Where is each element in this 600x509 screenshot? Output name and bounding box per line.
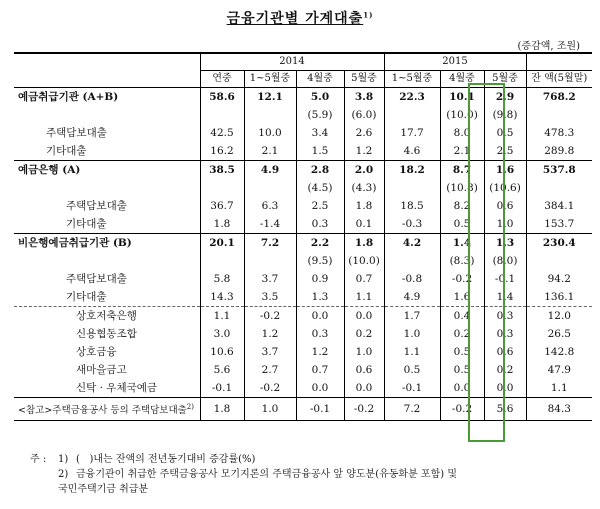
cell — [526, 106, 592, 124]
cell: 0.7 — [296, 361, 344, 379]
cell: 537.8 — [542, 164, 576, 176]
row-label: 기타대출 — [14, 215, 200, 234]
cell: 0.7 — [344, 270, 384, 288]
footnote-2-text-line1: 금융기관이 취급한 주택금융공사 모기지론의 주택금융공사 앞 양도분(유동화분 포함) 및 — [76, 469, 457, 480]
table-row — [14, 325, 592, 343]
cell: (8.0) — [484, 252, 526, 270]
footnote-2-key: 2) — [58, 469, 69, 480]
row-label — [14, 106, 200, 124]
footnote-1-key: 1) — [58, 454, 69, 465]
row-label: 주택담보대출 — [14, 197, 200, 215]
cell: 2.1 — [244, 142, 296, 161]
cell — [384, 252, 440, 270]
cell: 0.1 — [344, 215, 384, 234]
cell: 1.0 — [244, 398, 296, 421]
cell: 8.2 — [440, 197, 484, 215]
cell — [200, 252, 244, 270]
cell: 18.5 — [384, 197, 440, 215]
cell: 0.0 — [344, 379, 384, 398]
cell: 1.4 — [440, 234, 484, 253]
table-row — [14, 379, 592, 398]
cell: 17.7 — [384, 124, 440, 142]
cell: -0.2 — [440, 398, 484, 421]
table-row — [14, 398, 592, 421]
cell — [384, 179, 440, 197]
cell: 4.2 — [384, 234, 440, 253]
cell: 2.5 — [484, 142, 526, 161]
cell: 4.9 — [384, 288, 440, 307]
table-row — [14, 179, 592, 197]
cell: 22.3 — [384, 88, 440, 107]
row-label — [14, 252, 200, 270]
cell: (4.5) — [296, 179, 344, 197]
cell: 10.6 — [200, 343, 244, 361]
cell: 142.8 — [544, 346, 575, 358]
col-header: 1~5월중 — [244, 71, 296, 88]
cell: 2.1 — [440, 142, 484, 161]
footnotes — [30, 452, 590, 497]
cell: 0.9 — [296, 270, 344, 288]
cell: (9.5) — [296, 252, 344, 270]
cell: 136.1 — [544, 291, 575, 303]
cell: 2.9 — [484, 88, 526, 107]
header-col-row — [14, 71, 592, 88]
cell: 153.7 — [544, 218, 575, 230]
row-label: 기타대출 — [14, 142, 200, 161]
table-row — [14, 88, 592, 107]
table-row — [14, 252, 592, 270]
cell: -0.2 — [440, 270, 484, 288]
cell: (10.8) — [440, 179, 484, 197]
cell: 0.3 — [296, 215, 344, 234]
col-header: 4월중 — [296, 71, 344, 88]
row-label: 신탁 · 우체국예금 — [14, 379, 200, 398]
cell: 384.1 — [544, 200, 575, 212]
col-header: 연중 — [200, 71, 244, 88]
cell: 0.2 — [484, 361, 526, 379]
row-label: 신용협동조합 — [14, 325, 200, 343]
cell: 36.7 — [200, 197, 244, 215]
cell: -0.2 — [244, 379, 296, 398]
table-row — [14, 197, 592, 215]
cell: -0.1 — [484, 270, 526, 288]
cell: 7.2 — [384, 398, 440, 421]
cell: 2.2 — [296, 234, 344, 253]
col-header: 5월중 — [344, 71, 384, 88]
cell: -0.3 — [384, 215, 440, 234]
footnote-2 — [30, 467, 590, 482]
cell: 5.0 — [296, 88, 344, 107]
cell: 1.1 — [344, 288, 384, 307]
cell: -0.8 — [384, 270, 440, 288]
cell: 1.8 — [200, 215, 244, 234]
footnote-indent — [30, 467, 58, 482]
cell: 1.3 — [296, 288, 344, 307]
table-row — [14, 106, 592, 124]
row-label: 예금취급기관 (A+B) — [14, 88, 200, 107]
cell: 289.8 — [544, 145, 575, 157]
row-label — [14, 179, 200, 197]
header-year-row — [14, 53, 592, 71]
cell: -0.1 — [200, 379, 244, 398]
cell: -0.2 — [344, 398, 384, 421]
cell: 0.6 — [344, 361, 384, 379]
row-label: 기타대출 — [14, 288, 200, 307]
cell: 7.2 — [244, 234, 296, 253]
cell: 1.3 — [484, 234, 526, 253]
cell: 12.1 — [244, 88, 296, 107]
cell: 0.5 — [484, 124, 526, 142]
cell: 1.1 — [550, 382, 568, 394]
table-row — [14, 343, 592, 361]
cell: 1.1 — [384, 343, 440, 361]
cell: (10.0) — [344, 252, 384, 270]
cell: 84.3 — [547, 403, 571, 416]
cell: 3.0 — [200, 325, 244, 343]
cell — [244, 106, 296, 124]
header-blank-2 — [14, 71, 200, 88]
cell: 0.2 — [344, 325, 384, 343]
row-label: 상호금융 — [14, 343, 200, 361]
cell: 1.8 — [200, 398, 244, 421]
cell: 0.0 — [296, 379, 344, 398]
cell: 0.6 — [484, 197, 526, 215]
cell: 58.6 — [200, 88, 244, 107]
cell: 0.3 — [484, 307, 526, 326]
cell — [244, 179, 296, 197]
cell: 6.3 — [244, 197, 296, 215]
cell: 26.5 — [547, 328, 571, 340]
cell: (10.0) — [440, 106, 484, 124]
row-label: 비은행예금취급기관 (B) — [14, 234, 200, 253]
cell: 0.3 — [484, 325, 526, 343]
cell: (9.8) — [484, 106, 526, 124]
cell: 2.8 — [296, 161, 344, 180]
cell: 0.0 — [344, 307, 384, 326]
row-label: 주택담보대출 — [14, 124, 200, 142]
cell: 0.0 — [440, 379, 484, 398]
row-label: 새마을금고 — [14, 361, 200, 379]
footnote-indent — [30, 482, 58, 497]
footnote-mark: 2) — [186, 403, 194, 411]
cell: 0.0 — [296, 307, 344, 326]
cell: 14.3 — [200, 288, 244, 307]
cell: (8.3) — [440, 252, 484, 270]
loan-table — [14, 52, 592, 421]
table-row — [14, 361, 592, 379]
cell: 0.2 — [440, 325, 484, 343]
cell — [200, 106, 244, 124]
cell: 1.1 — [200, 307, 244, 326]
cell: 10.0 — [244, 124, 296, 142]
cell: 478.3 — [544, 127, 575, 139]
cell — [526, 252, 592, 270]
cell: (4.3) — [344, 179, 384, 197]
cell: -0.2 — [244, 307, 296, 326]
cell: 1.2 — [344, 142, 384, 161]
table-row — [14, 307, 592, 326]
cell: 0.5 — [440, 343, 484, 361]
row-label-text: <참고>주택금융공사 등의 주택담보대출 — [18, 405, 187, 417]
cell: 230.4 — [542, 237, 576, 249]
table-row — [14, 142, 592, 161]
cell: 5.6 — [484, 398, 526, 421]
cell: 4.6 — [384, 142, 440, 161]
cell: 3.7 — [244, 270, 296, 288]
cell: (6.0) — [344, 106, 384, 124]
cell: -1.4 — [244, 215, 296, 234]
footnote-2-text-line2: 국민주택기금 취급분 — [58, 484, 149, 495]
cell: 1.2 — [296, 343, 344, 361]
cell: 2.6 — [344, 124, 384, 142]
cell — [244, 252, 296, 270]
cell: 1.6 — [440, 288, 484, 307]
cell — [200, 179, 244, 197]
cell: -0.1 — [384, 379, 440, 398]
col-header: 4월중 — [440, 71, 484, 88]
row-label: 상호저축은행 — [14, 307, 200, 326]
cell: 2.5 — [296, 197, 344, 215]
table-row — [14, 215, 592, 234]
header-blank — [14, 53, 200, 71]
cell: 4.9 — [244, 161, 296, 180]
cell: 47.9 — [547, 364, 571, 376]
cell: 16.2 — [200, 142, 244, 161]
cell: 3.4 — [296, 124, 344, 142]
table-row — [14, 234, 592, 253]
cell: 0.5 — [440, 215, 484, 234]
header-blank-right — [526, 53, 592, 71]
cell: 1.0 — [484, 215, 526, 234]
unit-label: (증감액, 조원) — [517, 41, 580, 52]
cell: 0.3 — [296, 325, 344, 343]
table-row — [14, 161, 592, 180]
cell: (10.6) — [484, 179, 526, 197]
cell: 0.6 — [484, 343, 526, 361]
row-label: 주택담보대출 — [14, 270, 200, 288]
row-label — [14, 398, 200, 421]
title-text: 금융기관별 가계대출 — [226, 11, 364, 27]
cell: 18.2 — [384, 161, 440, 180]
cell: 0.0 — [484, 379, 526, 398]
cell: 42.5 — [200, 124, 244, 142]
cell — [384, 106, 440, 124]
cell — [526, 179, 592, 197]
cell: 12.0 — [547, 310, 571, 322]
footnote-prefix: 주 : — [30, 454, 47, 465]
footnote-1-text: ( )내는 잔액의 전년동기대비 증감률(%) — [76, 454, 256, 465]
cell: 1.8 — [344, 197, 384, 215]
header-year-2014: 2014 — [200, 53, 384, 71]
cell: 0.4 — [440, 307, 484, 326]
cell: 0.5 — [384, 361, 440, 379]
cell: 10.1 — [440, 88, 484, 107]
col-header: 1~5월중 — [384, 71, 440, 88]
footnote-1 — [30, 452, 590, 467]
cell: 94.2 — [547, 273, 571, 285]
cell: 768.2 — [542, 91, 576, 103]
cell: 1.4 — [484, 288, 526, 307]
cell: 38.5 — [200, 161, 244, 180]
header-year-2015: 2015 — [384, 53, 526, 71]
cell: 1.5 — [296, 142, 344, 161]
table-row — [14, 124, 592, 142]
cell: 2.0 — [344, 161, 384, 180]
col-header: 5월중 — [484, 71, 526, 88]
cell: 1.0 — [344, 343, 384, 361]
cell: 1.0 — [384, 325, 440, 343]
page-title — [0, 8, 600, 28]
title-footnote-mark: 1) — [363, 10, 374, 20]
cell: 3.8 — [344, 88, 384, 107]
cell: 1.8 — [344, 234, 384, 253]
table-row — [14, 270, 592, 288]
footnote-2-cont — [30, 482, 590, 497]
cell: -0.1 — [296, 398, 344, 421]
row-label: 예금은행 (A) — [14, 161, 200, 180]
cell: 5.8 — [200, 270, 244, 288]
cell: 20.1 — [200, 234, 244, 253]
cell: 8.0 — [440, 124, 484, 142]
cell: 3.7 — [244, 343, 296, 361]
cell: 8.7 — [440, 161, 484, 180]
cell: 2.7 — [244, 361, 296, 379]
cell: 1.2 — [244, 325, 296, 343]
cell: 5.6 — [200, 361, 244, 379]
cell: 1.7 — [384, 307, 440, 326]
cell: 3.5 — [244, 288, 296, 307]
cell: (5.9) — [296, 106, 344, 124]
col-header: 잔 액(5월말) — [526, 71, 592, 88]
table-row — [14, 288, 592, 307]
cell: 1.6 — [484, 161, 526, 180]
cell: 0.5 — [440, 361, 484, 379]
